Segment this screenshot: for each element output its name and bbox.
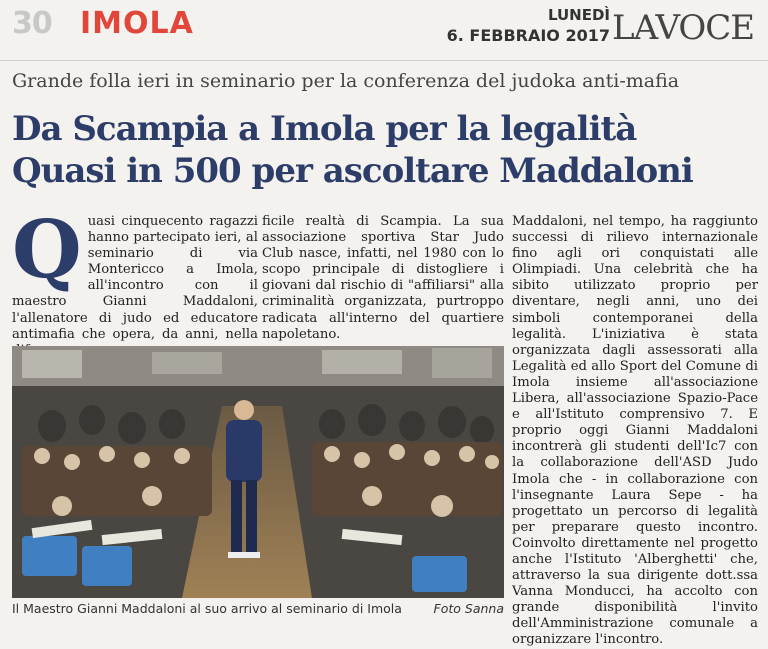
date-weekday: LUNEDÌ bbox=[547, 6, 610, 24]
article-photo bbox=[12, 346, 504, 598]
audience-photo-illustration bbox=[12, 346, 504, 598]
photo-caption: Il Maestro Gianni Maddaloni al suo arrivo al seminario di Imola bbox=[12, 601, 402, 616]
article-column-2: ficile realtà di Scampia. La sua associazione sportiva Star Judo Club nasce, infatti, nel 1980 con lo scopo principale di distogliere i giovani dal rischio di "affiliarsi" alla criminalità organizzata, purtroppo radicata all'interno del quartiere napoletano. bbox=[262, 214, 504, 342]
article-headline bbox=[12, 108, 756, 192]
article-kicker: Grande folla ieri in seminario per la conferenza del judoka anti-mafia bbox=[12, 70, 680, 92]
newspaper-masthead: LAVOCE bbox=[612, 8, 755, 48]
drop-cap: Q bbox=[12, 202, 82, 296]
column-1-text: uasi cinquecento ragazzi hanno partecipato ieri, al seminario di via Montericco a Imola, all'incontro con il maestro Gianni Maddaloni, l'allenatore di judo ed educatore antimafia che opera, da anni, nella bbox=[12, 214, 258, 342]
article-column-1 bbox=[12, 202, 258, 359]
header-divider bbox=[0, 60, 768, 61]
page-number: 30 bbox=[12, 6, 52, 41]
page-header bbox=[0, 0, 768, 56]
headline-line-2: Quasi in 500 per ascoltare Maddaloni bbox=[12, 151, 693, 191]
date-full: 6. FEBBRAIO 2017 bbox=[446, 26, 610, 45]
article-column-3: Maddaloni, nel tempo, ha raggiunto successi di rilievo internazionale fino agli ori conquistati alle Olimpiadi. Una celebrità che ha sibito utilizzato proprio per diventare, negli anni, uno dei simboli contemporanei della legalità. L'iniziativa è stata organizzata dagli assessorati alla Legalità ed allo Sport del Comune di Imola insieme all'associazione Libera, all'associazione Spazio-Pace e all'Istituto comprensivo 7. E proprio oggi Gianni Maddaloni incontrerà gli studenti dell'Ic7 con la collaborazione dell'ASD Judo Imola che - in collaborazione con l'insegnante Laura Sepe - ha progettato un percorso di legalità per preparare questo incontro. Coinvolto direttamente nel progetto anche l'Istituto 'Alberghetti' che, attraverso la sua dirigente dott.ssa Vanna Monducci, ha accolto con grande disponibilità l'invito dell'Amministrazione comunale a organizzare l'incontro. bbox=[512, 214, 758, 648]
photo-credit: Foto Sanna bbox=[433, 601, 504, 616]
headline-line-1: Da Scampia a Imola per la legalità bbox=[12, 109, 637, 149]
section-title: IMOLA bbox=[80, 6, 194, 41]
